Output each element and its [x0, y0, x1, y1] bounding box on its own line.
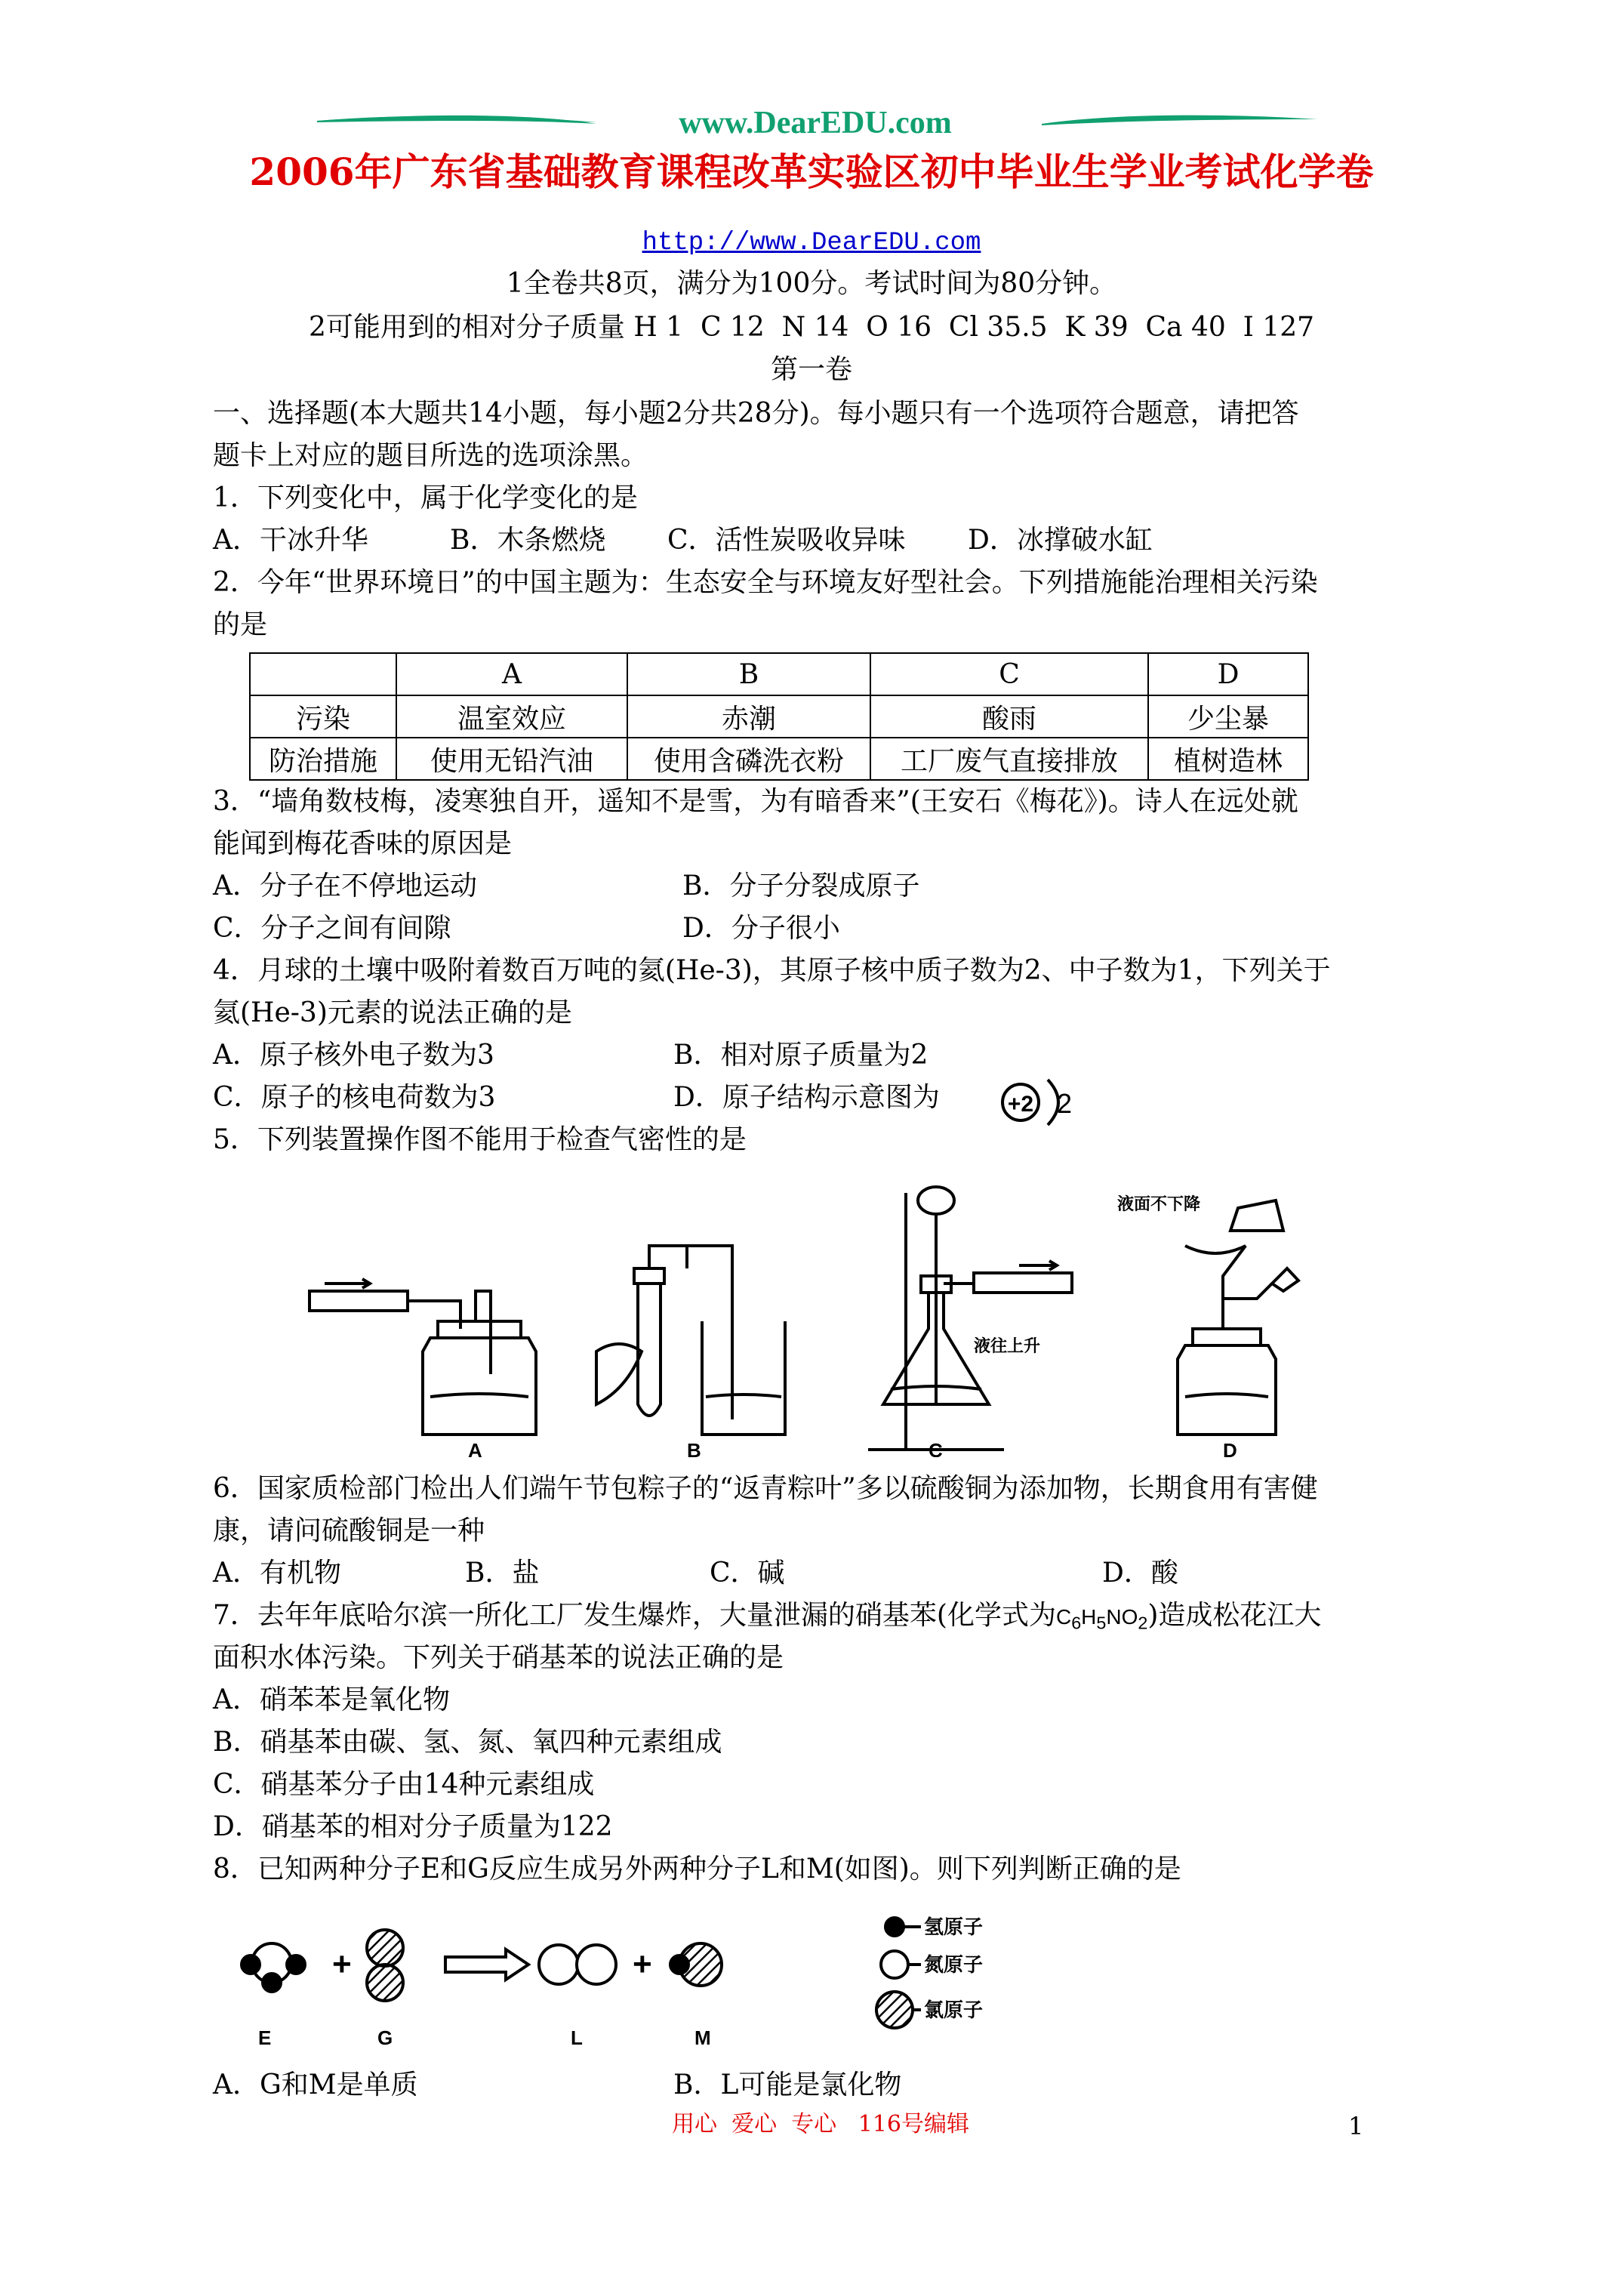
molecule-reaction-figure [226, 1910, 1057, 2054]
q3-option-b: B．分子分裂成原子 [682, 871, 920, 901]
q7-stem [213, 1599, 1321, 1640]
q1-option-d: D．冰撑破水缸 [968, 525, 1153, 556]
table-cell: 工厂废气直接排放 [870, 738, 1148, 780]
q3-stem: 3．“墙角数枝梅，凌寒独自开，遥知不是雪，为有暗香来”(王安石《梅花》)。诗人在远处就 [213, 786, 1298, 817]
q4-option-b: B．相对原子质量为2 [673, 1040, 929, 1071]
table-cell: 赤潮 [627, 695, 870, 738]
q7-option-a: A．硝苯苯是氧化物 [213, 1684, 450, 1715]
q7-stem-part2: )造成松花江大 [1147, 1600, 1322, 1631]
site-logo [302, 104, 1329, 142]
q6-stem-cont: 康，请问硫酸铜是一种 [213, 1515, 485, 1546]
section-intro: 一、选择题(本大题共14小题，每小题2分共28分)。每小题只有一个选项符合题意，请把答 [213, 398, 1299, 429]
apparatus-label-c: C [929, 1439, 943, 1457]
apparatus-c-note: 液往上升 [974, 1336, 1041, 1355]
apparatus-figure [294, 1178, 1351, 1457]
formula-subscript: 5 [1096, 1613, 1107, 1633]
q8-option-a: A．G和M是单质 [213, 2069, 418, 2100]
table-cell: B [627, 653, 870, 695]
q4-option-c: C．原子的核电荷数为3 [213, 1082, 496, 1113]
table-cell: 少尘暴 [1148, 695, 1308, 738]
q8-stem: 8．已知两种分子E和G反应生成另外两种分子L和M(如图)。则下列判断正确的是 [213, 1854, 1181, 1885]
q4-option-a: A．原子核外电子数为3 [213, 1040, 494, 1071]
q3-stem-cont: 能闻到梅花香味的原因是 [213, 828, 513, 859]
legend-chlorine: 氯原子 [924, 1999, 984, 2021]
q6-option-d: D．酸 [1102, 1558, 1178, 1589]
site-link[interactable]: http://www.DearEDU.com [642, 229, 981, 257]
legend-hydrogen: 氢原子 [924, 1915, 984, 1938]
apparatus-label-d: D [1223, 1439, 1237, 1457]
q1-stem: 1．下列变化中，属于化学变化的是 [213, 482, 638, 513]
q8-option-b: B．L可能是氯化物 [673, 2069, 902, 2100]
molecule-label-g: G [377, 2026, 393, 2049]
table-row [250, 695, 1308, 738]
apparatus-label-b: B [687, 1439, 701, 1457]
q4-option-d: D．原子结构示意图为 [673, 1082, 940, 1113]
section-intro-cont: 题卡上对应的题目所选的选项涂黑。 [213, 440, 648, 471]
site-logo-text: www.DearEDU.com [679, 106, 952, 140]
q4-stem-cont: 氦(He-3)元素的说法正确的是 [213, 997, 572, 1028]
molecule-label-e: E [258, 2026, 272, 2049]
volume-heading: 第一卷 [770, 354, 852, 385]
q1-option-b: B．木条燃烧 [450, 525, 606, 556]
q1-option-c: C．活性炭吸收异味 [667, 525, 906, 556]
q6-option-c: C．碱 [710, 1558, 785, 1589]
q7-stem-part1: 7．去年年底哈尔滨一所化工厂发生爆炸，大量泄漏的硝基苯(化学式为 [213, 1600, 1056, 1631]
pollution-table [249, 652, 1309, 781]
legend-nitrogen: 氮原子 [924, 1953, 984, 1976]
table-cell: C [870, 653, 1148, 695]
table-cell: 防治措施 [250, 738, 396, 780]
shell-electrons: 2 [1057, 1088, 1073, 1119]
q2-stem: 2．今年“世界环境日”的中国主题为：生态安全与环境友好型社会。下列措施能治理相关污染 [213, 567, 1318, 598]
formula-element: NO [1106, 1605, 1138, 1629]
chemical-formula [1055, 1605, 1148, 1633]
q7-stem-cont: 面积水体污染。下列关于硝基苯的说法正确的是 [213, 1642, 784, 1673]
q3-option-d: D．分子很小 [682, 913, 840, 944]
table-cell: D [1148, 653, 1308, 695]
q1-option-a: A．干冰升华 [213, 525, 368, 556]
q6-stem: 6．国家质检部门检出人们端午节包粽子的“返青粽叶”多以硫酸铜为添加物，长期食用有害健 [213, 1473, 1318, 1504]
footer-slogan: 用心 爱心 专心 116号编辑 [672, 2111, 970, 2137]
q7-option-d: D．硝基苯的相对分子质量为122 [213, 1811, 613, 1842]
molecule-label-m: M [694, 2026, 711, 2049]
plus-sign: + [633, 1946, 652, 1983]
formula-element: H [1081, 1605, 1097, 1629]
q7-option-b: B．硝基苯由碳、氢、氮、氧四种元素组成 [213, 1727, 722, 1758]
table-cell: 温室效应 [396, 695, 627, 738]
q3-option-a: A．分子在不停地运动 [213, 871, 477, 901]
q2-stem-cont: 的是 [213, 609, 268, 640]
table-cell: 污染 [250, 695, 396, 738]
page-title: 2006年广东省基础教育课程改革实验区初中毕业生学业考试化学卷 [249, 149, 1374, 194]
plus-sign: + [332, 1946, 352, 1983]
table-cell: 使用无铅汽油 [396, 738, 627, 780]
q6-option-a: A．有机物 [213, 1558, 341, 1589]
table-cell: 酸雨 [870, 695, 1148, 738]
q5-stem: 5．下列装置操作图不能用于检查气密性的是 [213, 1124, 747, 1155]
table-cell: 植树造林 [1148, 738, 1308, 780]
apparatus-label-a: A [468, 1439, 482, 1457]
apparatus-d-note: 液面不下降 [1117, 1194, 1201, 1213]
q4-stem: 4．月球的土壤中吸附着数百万吨的氦(He-3)，其原子核中质子数为2、中子数为1，下列关于 [213, 955, 1331, 986]
table-cell: 使用含磷洗衣粉 [627, 738, 870, 780]
nucleus-charge: +2 [1007, 1092, 1034, 1117]
formula-subscript: 6 [1071, 1613, 1082, 1633]
page-number: 1 [1348, 2112, 1364, 2140]
table-row [250, 738, 1308, 780]
q3-option-c: C．分子之间有间隙 [213, 913, 451, 944]
atom-structure-diagram [995, 1071, 1078, 1131]
formula-subscript: 2 [1138, 1613, 1148, 1633]
molecule-label-l: L [571, 2026, 583, 2049]
exam-note-1: 1全卷共8页，满分为100分。考试时间为80分钟。 [506, 268, 1117, 299]
table-cell: A [396, 653, 627, 695]
q6-option-b: B．盐 [465, 1558, 540, 1589]
formula-element: C [1055, 1605, 1072, 1629]
exam-note-2: 2可能用到的相对分子质量 H 1 C 12 N 14 O 16 Cl 35.5 K 39 Ca 40 I 127 [308, 312, 1315, 343]
table-cell [250, 653, 396, 695]
q7-option-c: C．硝基苯分子由14种元素组成 [213, 1769, 595, 1800]
table-header-row [250, 653, 1308, 695]
